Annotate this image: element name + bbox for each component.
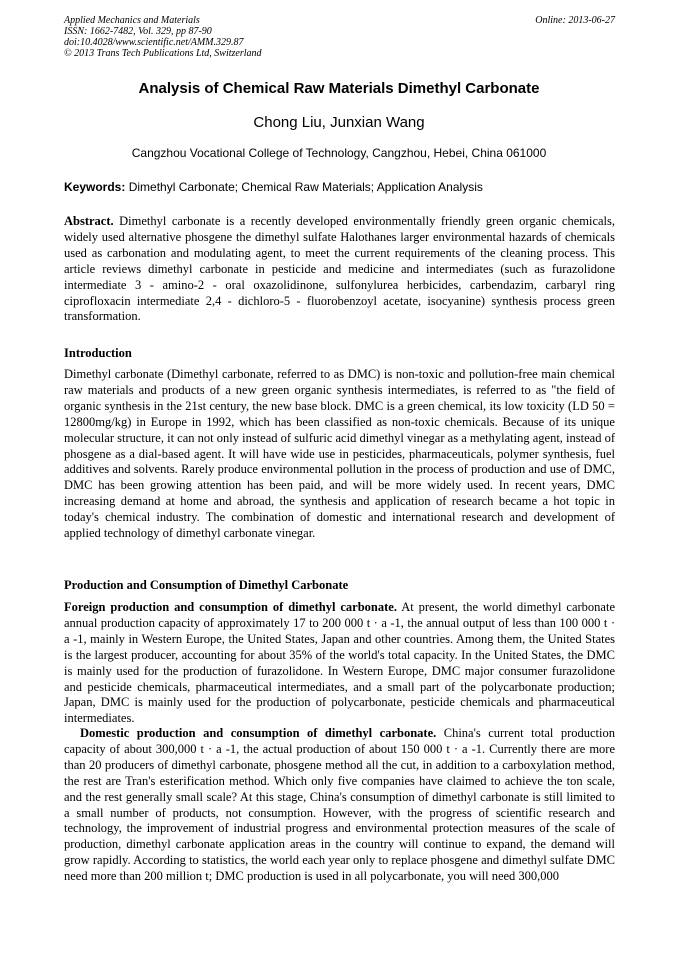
abstract bbox=[64, 214, 615, 325]
keywords-text: Dimethyl Carbonate; Chemical Raw Materials; Application Analysis bbox=[128, 180, 483, 194]
journal-header bbox=[64, 15, 615, 59]
affiliation: Cangzhou Vocational College of Technology, Cangzhou, Hebei, China 061000 bbox=[131, 146, 547, 160]
foreign-production-text: At present, the world dimethyl carbonate annual production capacity of approximately 17 to 200 000 t · a -1, the annual output of less than 100 000 t · a -1, mainly in Western Europe, the United States, Japan and other countries. Among them, the United States is the largest producer, accounting for about 35% of the world's total capacity. In the United States, the DMC is mainly used for the production of furazolidone. In Western Europe, DMC major consumer furazolidone and pesticide chemicals, pharmaceutical intermediates, and a small part of the polycarbonate production; Japan, DMC is mainly used for the production of polycarbonate, pesticide chemicals and pharmaceutical intermediates. bbox=[64, 600, 616, 726]
abstract-label: Abstract. bbox=[64, 214, 114, 228]
online-date: Online: 2013-06-27 bbox=[535, 15, 615, 26]
keywords bbox=[64, 180, 615, 194]
foreign-production-label: Foreign production and consumption of dimethyl carbonate. bbox=[64, 600, 397, 614]
authors: Chong Liu, Junxian Wang bbox=[253, 114, 425, 131]
keywords-label: Keywords: bbox=[64, 180, 126, 194]
introduction-text: Dimethyl carbonate (Dimethyl carbonate, referred to as DMC) is non-toxic and pollution-free main chemical raw materials and products of a new green organic synthesis intermediates, is referred to as "the field of organic synthesis in the 21st century, the new base block. DMC is a green chemical, its low toxicity (LD 50 = 12800mg/kg) in Europe in 1992, which has been classified as non-toxic chemicals. Because of its unique molecular structure, it can not only instead of sulfuric acid dimethyl vinegar as a methylating agent, instead of phosgene as a dial-based agent. It will have wide use in pesticides, pharmaceuticals, polymer synthesis, fuel additives and solvents. Rarely produce environmental pollution in the process of production and use of DMC, DMC has been growing attention has been paid, and will be more widely used. In recent years, DMC increasing demand at home and abroad, the synthesis and application of research became a hot topic in today's chemical industry. The combination of domestic and international research and development of applied technology of dimethyl carbonate vinegar. bbox=[64, 367, 615, 541]
domestic-production-text: China's current total production capacity of about 300,000 t · a -1, the actual production of about 150 000 t · a -1. Currently there are more than 20 producers of dimethyl carbonate, phosgene method all the cut, in addition to a carboxylation method, the rest are Tran's esterification method. Which only five companies have claimed to achieve the ton scale, and the rest generally small scale? At this stage, China's consumption of dimethyl carbonate is still limited to a small number of products, not consumption. However, with the progress of scientific research and technology, the improvement of industrial progress and environmental protection measures of the scale of production, dimethyl carbonate application areas in the country will continue to expand, the demand will grow rapidly. According to statistics, the world each year only to replace phosgene and dimethyl sulfate DMC need more than 200 million t; DMC production is used in all polycarbonate, you will need 300,000 bbox=[64, 726, 615, 884]
abstract-text: Dimethyl carbonate is a recently developed environmentally friendly green organic chemicals, widely used alternative phosgene the dimethyl sulfate Halothanes larger environmental hazards of chemicals used as carbonation and modulating agent, to meet the current requirements of the cleaning process. This article reviews dimethyl carbonate in pesticide and medicine and intermediates (such as furazolidone intermediate 3 - amino-2 - oral oxazolidinone, sulfonylurea herbicides, carbendazim, carbaryl ring ciprofloxacin intermediate 2,4 - dichloro-5 - fluorobenzoyl acetate, isocyanine) synthesis process green transformation. bbox=[64, 214, 616, 324]
production-heading: Production and Consumption of Dimethyl Carbonate bbox=[64, 578, 349, 592]
paper-title: Analysis of Chemical Raw Materials Dimethyl Carbonate bbox=[138, 80, 540, 97]
domestic-production-label: Domestic production and consumption of dimethyl carbonate. bbox=[80, 726, 437, 740]
introduction-heading: Introduction bbox=[64, 346, 132, 360]
issn-line: ISSN: 1662-7482, Vol. 329, pp 87-90 bbox=[64, 26, 212, 37]
foreign-production-paragraph bbox=[64, 600, 615, 727]
journal-name: Applied Mechanics and Materials bbox=[64, 15, 200, 26]
doi-line: doi:10.4028/www.scientific.net/AMM.329.87 bbox=[64, 37, 244, 48]
copyright-line: © 2013 Trans Tech Publications Ltd, Switzerland bbox=[64, 48, 262, 59]
domestic-production-paragraph bbox=[64, 726, 615, 885]
